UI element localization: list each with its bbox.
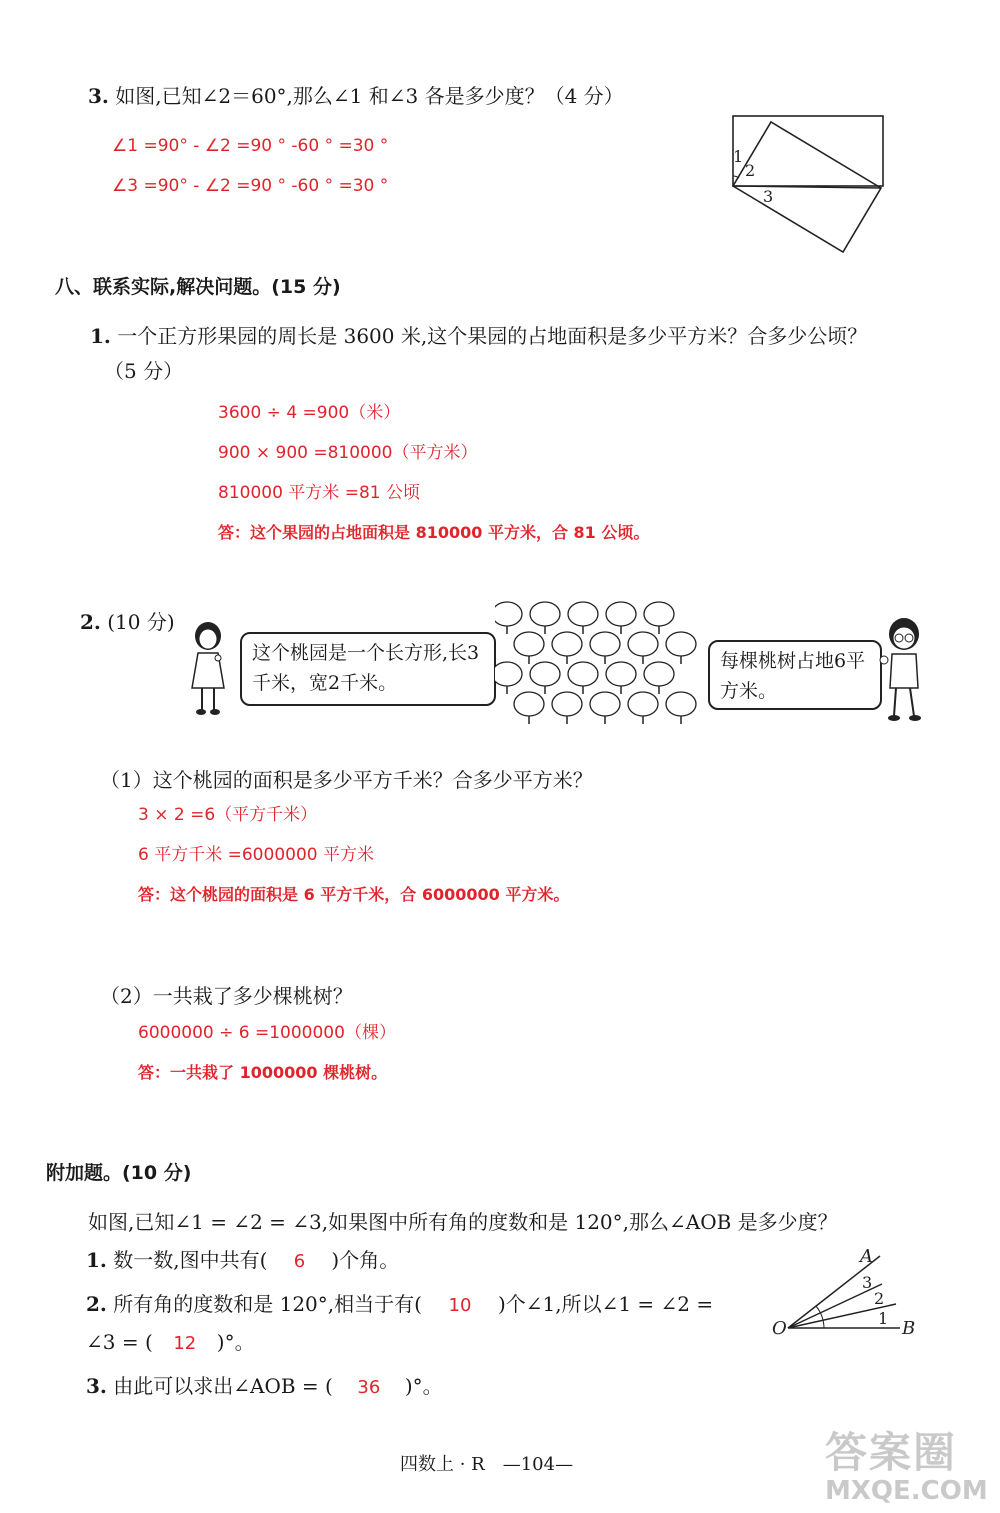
boy-illustration [872, 612, 930, 724]
q3-label-2: 2 [745, 161, 756, 180]
bonus-angle-figure [768, 1242, 923, 1342]
speech-bubble-left: 这个桃园是一个长方形,长3千米，宽2千米。 [240, 632, 496, 706]
q3-prompt [88, 80, 624, 109]
bonus-q3-fill: 36 [357, 1377, 381, 1398]
peach-tree-icon [514, 632, 544, 664]
bonus-q3-pre: 由此可以求出∠AOB = ( [113, 1374, 333, 1398]
speech-bubble-right: 每棵桃树占地6平方米。 [708, 640, 882, 710]
peach-tree-icon [552, 692, 582, 724]
peach-tree-icon [530, 602, 560, 634]
bonus-q1 [86, 1244, 399, 1273]
bonus-q2-line2-pre: ∠3 = ( [86, 1330, 153, 1354]
peach-tree-icon [590, 632, 620, 664]
bonus-title: 附加题。(10 分) [46, 1162, 192, 1184]
peach-tree-icon [666, 632, 696, 664]
label-angle-1: 1 [878, 1309, 889, 1328]
s8-p2-sub2-prompt: （2）一共栽了多少棵桃树？ [100, 984, 353, 1008]
bonus-q2-post: )个∠1,所以∠1 = ∠2 = [497, 1292, 714, 1316]
s8-p1-number: 1. [90, 324, 111, 348]
peach-tree-icon [568, 602, 598, 634]
peach-tree-icon [590, 692, 620, 724]
bonus-q2-fill2: 12 [173, 1333, 197, 1354]
s8-p1-answer: 答：这个果园的占地面积是 810000 平方米，合 81 公顷。 [218, 523, 650, 542]
label-o: O [772, 1318, 787, 1339]
s8-p1-score: （5 分） [104, 359, 184, 383]
peach-tree-icon [530, 662, 560, 694]
s8-p1-text: 一个正方形果园的周长是 3600 米,这个果园的占地面积是多少平方米？合多少公顷？ [117, 324, 868, 348]
q3-label-3: 3 [763, 187, 774, 206]
peach-tree-icon [514, 692, 544, 724]
q3-text: 如图,已知∠2＝60°,那么∠1 和∠3 各是多少度？（4 分） [115, 84, 624, 108]
bonus-q1-pre: 数一数,图中共有( [113, 1248, 268, 1272]
bonus-q1-post: )个角。 [331, 1248, 400, 1272]
watermark-logo: 答案圈 [825, 1428, 958, 1477]
s8-p2-sub1-step-1: 3 × 2 =6（平方千米） [138, 805, 318, 825]
bonus-q3 [86, 1370, 443, 1399]
peach-tree-icon [606, 602, 636, 634]
bonus-q2-number: 2. [86, 1292, 107, 1316]
bonus-q1-fill: 6 [293, 1251, 306, 1272]
peach-tree-icon [666, 692, 696, 724]
peach-tree-icon [568, 662, 598, 694]
s8-p1-step-1: 3600 ÷ 4 =900（米） [218, 403, 401, 423]
s8-p2-sub2-answer: 答：一共栽了 1000000 棵桃树。 [138, 1063, 388, 1082]
label-a: A [860, 1246, 873, 1267]
s8-p2-sub1-prompt: （1）这个桃园的面积是多少平方千米？合多少平方米？ [100, 768, 593, 792]
bonus-q2-line2 [86, 1326, 255, 1355]
s8-p2-sub1-step-2: 6 平方千米 =6000000 平方米 [138, 845, 374, 865]
section8-title: 八、联系实际,解决问题。(15 分) [55, 276, 341, 298]
label-angle-3: 3 [862, 1273, 873, 1292]
bonus-q1-number: 1. [86, 1248, 107, 1272]
peach-tree-icon [628, 692, 658, 724]
page-footer: 四数上 · R —104— [400, 1454, 574, 1475]
peach-trees-illustration [495, 600, 710, 738]
bonus-intro: 如图,已知∠1 = ∠2 = ∠3,如果图中所有角的度数和是 120°,那么∠AOB 是多少度？ [88, 1210, 838, 1234]
bonus-q2-line2-post: )°。 [216, 1330, 255, 1354]
girl-illustration [188, 618, 232, 718]
s8-p1-step-3: 810000 平方米 =81 公顷 [218, 483, 420, 503]
q3-angle-figure [725, 110, 890, 260]
s8-p1-step-2: 900 × 900 =810000（平方米） [218, 443, 478, 463]
s8-p2-number: 2. [80, 610, 101, 634]
bonus-q3-number: 3. [86, 1374, 107, 1398]
s8-p2-sub2-step-1: 6000000 ÷ 6 =1000000（棵） [138, 1023, 396, 1043]
peach-tree-icon [552, 632, 582, 664]
peach-tree-icon [495, 602, 522, 634]
q3-answer-1: ∠1 =90° - ∠2 =90 ° -60 ° =30 ° [112, 136, 389, 156]
peach-tree-icon [644, 662, 674, 694]
s8-p2-prompt [80, 606, 175, 635]
watermark-url: MXQE.COM [825, 1476, 988, 1506]
bonus-q3-post: )°。 [404, 1374, 443, 1398]
bonus-q2 [86, 1288, 713, 1317]
q3-number: 3. [88, 84, 109, 108]
peach-tree-icon [628, 632, 658, 664]
s8-p1-prompt [90, 320, 867, 349]
s8-p2-sub1-answer: 答：这个桃园的面积是 6 平方千米，合 6000000 平方米。 [138, 885, 570, 904]
angle-arc [816, 1306, 824, 1328]
peach-tree-icon [644, 602, 674, 634]
label-angle-2: 2 [874, 1289, 885, 1308]
bonus-q2-pre: 所有角的度数和是 120°,相当于有( [113, 1292, 422, 1316]
q3-answer-2: ∠3 =90° - ∠2 =90 ° -60 ° =30 ° [112, 176, 389, 196]
bonus-q2-fill: 10 [448, 1295, 472, 1316]
s8-p2-score: (10 分) [107, 610, 175, 634]
peach-tree-icon [495, 662, 522, 694]
q3-label-1: 1 [733, 147, 744, 166]
label-b: B [902, 1318, 916, 1339]
peach-tree-icon [606, 662, 636, 694]
